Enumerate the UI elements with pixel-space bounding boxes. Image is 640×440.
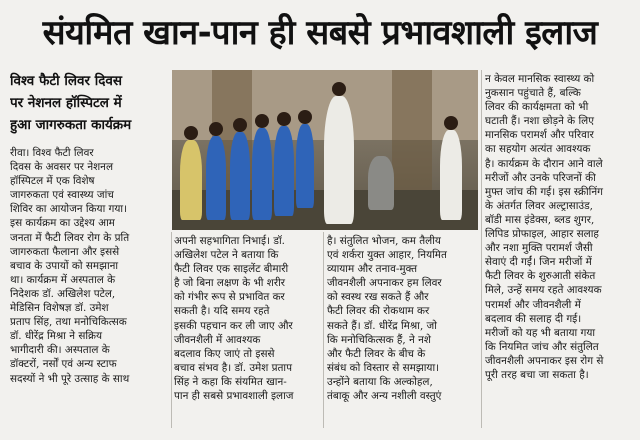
text-line: पान ही सबसे प्रभावशाली इलाज: [174, 390, 294, 403]
text-line: जागरुकता एवं स्वास्थ्य जांच: [10, 189, 114, 202]
text-line: लिपिड प्रोफाइल, आहार सलाह: [485, 228, 599, 241]
text-line: मेडिसिन विशेषज्ञ डॉ. उमेश: [10, 302, 109, 315]
text-line: जीवनशैली अपनाकर हम लिवर: [327, 277, 442, 290]
text-line: को गंभीर रूप से प्रभावित कर: [174, 291, 285, 304]
text-line: सकते हैं। डॉ. धीरेंद्र मिश्रा, जो: [327, 319, 437, 332]
text-line: फैटी लिवर के शुरुआती संकेत: [485, 270, 596, 283]
text-line: जागरुकता फैलाना और इससे: [10, 245, 120, 258]
text-line: कि मनोचिकित्सक हैं, ने नशे: [327, 333, 431, 346]
text-line: अखिलेश पटेल ने बताया कि: [174, 249, 279, 262]
text-line: बचाव संभव है। डॉ. उमेश प्रताप: [174, 361, 293, 374]
text-line: जीवनशैली अपनाकर इस रोग से: [485, 354, 604, 367]
text-line: व्यायाम और तनाव-मुक्त: [327, 263, 418, 276]
text-line: सिंह ने कहा कि संयमित खान-: [174, 375, 287, 388]
awareness-program-photo: [172, 70, 478, 230]
text-line: कि नियमित जांच और संतुलित: [485, 340, 599, 353]
text-line: सकती है। यदि समय रहते: [174, 305, 270, 318]
text-line: बॉडी मास इंडेक्स, ब्लड शुगर,: [485, 213, 595, 226]
text-line: है। संतुलित भोजन, कम तैलीय: [327, 235, 441, 247]
text-line: सदस्यों ने भी पूरे उत्साह के साथ: [10, 372, 130, 385]
subheadline: [10, 70, 170, 140]
article-column-1: [10, 146, 170, 428]
text-line: बदलाव की सलाह दी गई।: [485, 312, 582, 325]
text-line: अपनी सहभागिता निभाई। डॉ.: [174, 235, 285, 247]
text-line: भागीदारी की। अस्पताल के: [10, 344, 110, 357]
text-line: नुकसान पहुंचाते हैं, बल्कि: [485, 87, 581, 100]
text-line: एवं शर्करा युक्त आहार, नियमित: [327, 249, 447, 262]
text-line: परामर्श और जीवनशैली में: [485, 298, 581, 311]
text-line: निदेशक डॉ. अखिलेश पटेल,: [10, 287, 116, 300]
text-line: तंबाकू और अन्य नशीली वस्तुएं: [327, 390, 442, 403]
text-line: के अंतर्गत लिवर अल्ट्रासाउंड,: [485, 199, 593, 212]
text-line: है जो बिना लक्षण के भी शरीर: [174, 277, 286, 290]
text-line: न केवल मानसिक स्वास्थ्य को: [485, 73, 595, 85]
text-line: संबंध को विस्तार से समझाया।: [327, 361, 440, 374]
text-line: डॉ. धीरेंद्र मिश्रा ने सक्रिय: [10, 330, 103, 343]
text-line: उन्होंने बताया कि अल्कोहल,: [327, 375, 433, 388]
text-line: लिवर की कार्यक्षमता को भी: [485, 101, 589, 114]
column-divider: [171, 232, 172, 428]
text-line: घटाती हैं। नशा छोड़ने के लिए: [485, 115, 594, 128]
text-line: पूरी तरह बचा जा सकता है।: [485, 368, 589, 381]
article-column-2: [174, 234, 320, 428]
text-line: प्रताप सिंह, तथा मनोचिकित्सक: [10, 316, 127, 329]
text-line: मरीजों और उनके परिजनों की: [485, 171, 596, 184]
text-line: फैटी लिवर एक साइलेंट बीमारी: [174, 263, 289, 276]
text-line: फैटी लिवर की रोकथाम कर: [327, 305, 430, 318]
text-line: दिवस के अवसर पर नेशनल: [10, 161, 113, 174]
text-line: को स्वस्थ रख सकते हैं और: [327, 291, 429, 304]
text-line: और नशा मुक्ति परामर्श जैसी: [485, 242, 593, 255]
subhead-line: हुआ जागरुकता कार्यक्रम: [10, 117, 132, 133]
text-line: मानसिक परामर्श और परिवार: [485, 129, 594, 142]
text-line: मिले, उन्हें समय रहते आवश्यक: [485, 284, 602, 297]
column-divider: [481, 70, 482, 428]
text-line: इस कार्यक्रम का उद्देश्य आम: [10, 217, 115, 230]
headline: संयमित खान-पान ही सबसे प्रभावशाली इलाज: [42, 13, 598, 53]
text-line: हॉस्पिटल में एक विशेष: [10, 175, 95, 188]
text-line: मरीजों को यह भी बताया गया: [485, 326, 596, 339]
text-line: डॉक्टरों, नर्सों एवं अन्य स्टाफ: [10, 358, 117, 371]
text-line: जनता में फैटी लिवर रोग के प्रति: [10, 231, 130, 244]
text-line: बचाव के उपायों को समझाना: [10, 259, 119, 272]
text-line: था। कार्यक्रम में अस्पताल के: [10, 273, 116, 286]
text-line: बदलाव किए जाएं तो इससे: [174, 347, 275, 360]
text-line: सेवाएं दी गईं। जिन मरीजों में: [485, 256, 592, 269]
text-line: मुफ्त जांच की गई। इस स्क्रीनिंग: [485, 185, 603, 198]
article-column-3: [327, 234, 477, 428]
subhead-line: विश्व फैटी लिवर दिवस: [10, 73, 123, 89]
text-line: और फैटी लिवर के बीच के: [327, 347, 426, 360]
subhead-line: पर नेशनल हॉस्पिटल में: [10, 95, 122, 111]
text-line: शिविर का आयोजन किया गया।: [10, 203, 128, 216]
text-line: का सहयोग अत्यंत आवश्यक: [485, 143, 591, 156]
text-line: जीवनशैली में आवश्यक: [174, 333, 261, 346]
column-divider: [323, 232, 324, 428]
text-line: रीवा। विश्व फैटी लिवर: [10, 147, 94, 159]
text-line: इसकी पहचान कर ली जाए और: [174, 319, 293, 332]
article-column-4: [485, 72, 633, 428]
text-line: है। कार्यक्रम के दौरान आने वाले: [485, 157, 603, 170]
